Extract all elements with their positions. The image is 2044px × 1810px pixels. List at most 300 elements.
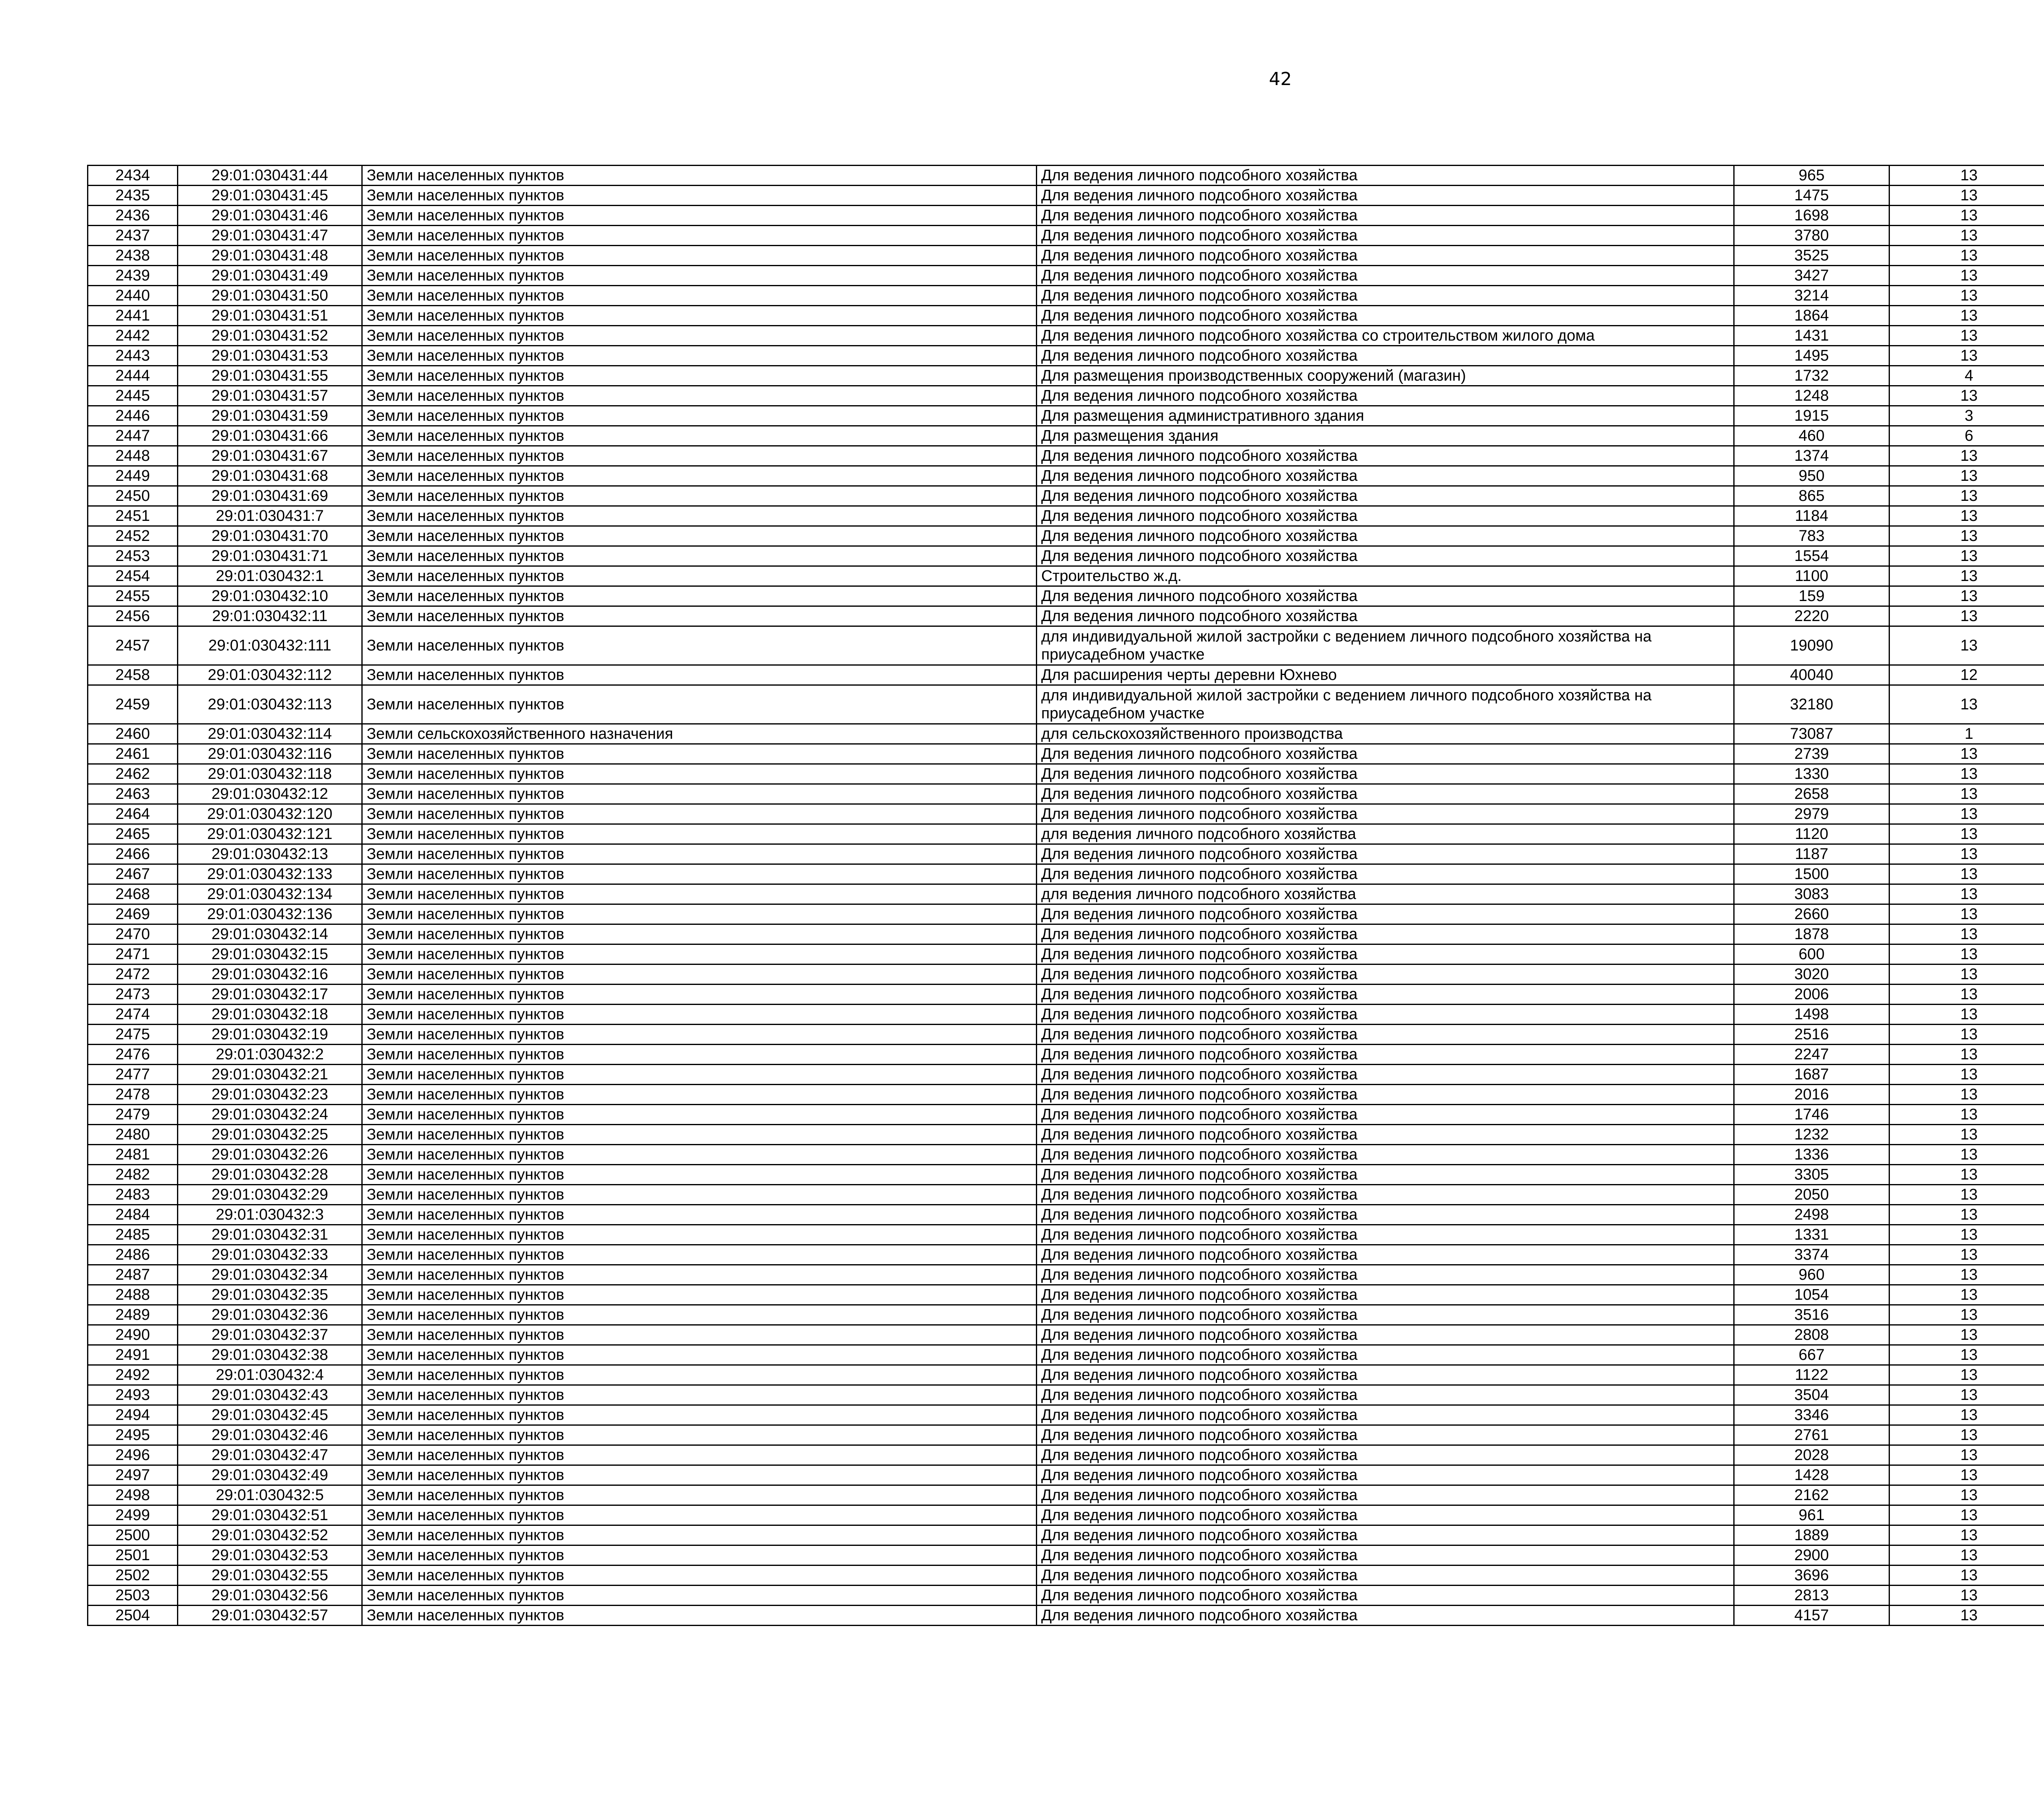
- row-number-cell: 2446: [88, 406, 178, 426]
- permitted-use-cell: Для ведения личного подсобного хозяйства: [1037, 1425, 1734, 1445]
- cadastral-number-cell: 29:01:030432:5: [178, 1485, 362, 1505]
- land-category-cell: Земли населенных пунктов: [362, 1205, 1037, 1225]
- permitted-use-cell: Для ведения личного подсобного хозяйства: [1037, 1185, 1734, 1205]
- cadastral-number-cell: 29:01:030432:45: [178, 1405, 362, 1425]
- area-cell: 3346: [1734, 1405, 1889, 1425]
- land-category-cell: Земли населенных пунктов: [362, 1545, 1037, 1566]
- group-number-cell: 13: [1889, 1345, 2044, 1365]
- area-cell: 1374: [1734, 446, 1889, 466]
- row-number-cell: 2499: [88, 1505, 178, 1525]
- cadastral-number-cell: 29:01:030432:112: [178, 665, 362, 685]
- cadastral-number-cell: 29:01:030432:37: [178, 1325, 362, 1345]
- registry-body: [88, 166, 2044, 1626]
- land-category-cell: Земли населенных пунктов: [362, 506, 1037, 526]
- land-category-cell: Земли населенных пунктов: [362, 744, 1037, 764]
- group-number-cell: 13: [1889, 266, 2044, 286]
- cadastral-number-cell: 29:01:030431:47: [178, 226, 362, 246]
- group-number-cell: 13: [1889, 526, 2044, 546]
- permitted-use-cell: Для ведения личного подсобного хозяйства: [1037, 226, 1734, 246]
- row-number-cell: 2466: [88, 844, 178, 864]
- table-row: [88, 1025, 2044, 1045]
- group-number-cell: 13: [1889, 246, 2044, 266]
- row-number-cell: 2500: [88, 1525, 178, 1545]
- group-number-cell: 13: [1889, 466, 2044, 486]
- area-cell: 3214: [1734, 286, 1889, 306]
- land-category-cell: Земли населенных пунктов: [362, 1225, 1037, 1245]
- row-number-cell: 2486: [88, 1245, 178, 1265]
- land-category-cell: Земли населенных пунктов: [362, 406, 1037, 426]
- row-number-cell: 2496: [88, 1445, 178, 1465]
- cadastral-number-cell: 29:01:030432:19: [178, 1025, 362, 1045]
- land-category-cell: Земли населенных пунктов: [362, 266, 1037, 286]
- row-number-cell: 2460: [88, 724, 178, 744]
- area-cell: 865: [1734, 486, 1889, 506]
- permitted-use-cell: Для ведения личного подсобного хозяйства: [1037, 1165, 1734, 1185]
- row-number-cell: 2447: [88, 426, 178, 446]
- table-row: [88, 326, 2044, 346]
- row-number-cell: 2467: [88, 864, 178, 884]
- table-row: [88, 1045, 2044, 1065]
- row-number-cell: 2458: [88, 665, 178, 685]
- cadastral-number-cell: 29:01:030431:67: [178, 446, 362, 466]
- area-cell: 1698: [1734, 206, 1889, 226]
- table-row: [88, 1606, 2044, 1626]
- table-row: [88, 1445, 2044, 1465]
- area-cell: 2220: [1734, 606, 1889, 626]
- row-number-cell: 2504: [88, 1606, 178, 1626]
- cadastral-number-cell: 29:01:030432:28: [178, 1165, 362, 1185]
- area-cell: 1889: [1734, 1525, 1889, 1545]
- group-number-cell: 13: [1889, 784, 2044, 804]
- land-category-cell: Земли населенных пунктов: [362, 566, 1037, 586]
- row-number-cell: 2480: [88, 1125, 178, 1145]
- group-number-cell: 13: [1889, 1545, 2044, 1566]
- cadastral-number-cell: 29:01:030431:70: [178, 526, 362, 546]
- area-cell: 965: [1734, 166, 1889, 186]
- area-cell: 2498: [1734, 1205, 1889, 1225]
- area-cell: 1915: [1734, 406, 1889, 426]
- table-row: [88, 824, 2044, 844]
- row-number-cell: 2461: [88, 744, 178, 764]
- land-category-cell: Земли населенных пунктов: [362, 306, 1037, 326]
- group-number-cell: 13: [1889, 1085, 2044, 1105]
- row-number-cell: 2488: [88, 1285, 178, 1305]
- area-cell: 950: [1734, 466, 1889, 486]
- row-number-cell: 2487: [88, 1265, 178, 1285]
- area-cell: 1054: [1734, 1285, 1889, 1305]
- cadastral-number-cell: 29:01:030432:113: [178, 685, 362, 724]
- permitted-use-cell: Для ведения личного подсобного хозяйства: [1037, 1005, 1734, 1025]
- permitted-use-cell: для ведения личного подсобного хозяйства: [1037, 884, 1734, 904]
- permitted-use-cell: для ведения личного подсобного хозяйства: [1037, 824, 1734, 844]
- row-number-cell: 2453: [88, 546, 178, 566]
- row-number-cell: 2455: [88, 586, 178, 606]
- land-category-cell: Земли населенных пунктов: [362, 1165, 1037, 1185]
- land-category-cell: Земли населенных пунктов: [362, 466, 1037, 486]
- group-number-cell: 13: [1889, 964, 2044, 985]
- group-number-cell: 3: [1889, 406, 2044, 426]
- permitted-use-cell: Для ведения личного подсобного хозяйства: [1037, 1125, 1734, 1145]
- cadastral-number-cell: 29:01:030431:71: [178, 546, 362, 566]
- table-row: [88, 1305, 2044, 1325]
- table-row: [88, 1005, 2044, 1025]
- row-number-cell: 2445: [88, 386, 178, 406]
- row-number-cell: 2452: [88, 526, 178, 546]
- group-number-cell: 13: [1889, 1205, 2044, 1225]
- table-row: [88, 586, 2044, 606]
- area-cell: 1878: [1734, 924, 1889, 944]
- table-row: [88, 724, 2044, 744]
- area-cell: 960: [1734, 1265, 1889, 1285]
- table-row: [88, 286, 2044, 306]
- cadastral-number-cell: 29:01:030431:45: [178, 186, 362, 206]
- area-cell: 1500: [1734, 864, 1889, 884]
- row-number-cell: 2454: [88, 566, 178, 586]
- cadastral-number-cell: 29:01:030432:16: [178, 964, 362, 985]
- cadastral-number-cell: 29:01:030432:2: [178, 1045, 362, 1065]
- land-category-cell: Земли населенных пунктов: [362, 1045, 1037, 1065]
- area-cell: 73087: [1734, 724, 1889, 744]
- land-registry-table: [87, 165, 2044, 1626]
- group-number-cell: 13: [1889, 546, 2044, 566]
- cadastral-number-cell: 29:01:030431:50: [178, 286, 362, 306]
- row-number-cell: 2457: [88, 626, 178, 665]
- land-category-cell: Земли населенных пунктов: [362, 1586, 1037, 1606]
- group-number-cell: 13: [1889, 1305, 2044, 1325]
- cadastral-number-cell: 29:01:030432:25: [178, 1125, 362, 1145]
- area-cell: 1687: [1734, 1065, 1889, 1085]
- row-number-cell: 2502: [88, 1566, 178, 1586]
- permitted-use-cell: Для ведения личного подсобного хозяйства: [1037, 1465, 1734, 1485]
- area-cell: 667: [1734, 1345, 1889, 1365]
- group-number-cell: 13: [1889, 1485, 2044, 1505]
- table-row: [88, 1065, 2044, 1085]
- cadastral-number-cell: 29:01:030431:46: [178, 206, 362, 226]
- cadastral-number-cell: 29:01:030431:7: [178, 506, 362, 526]
- cadastral-number-cell: 29:01:030432:36: [178, 1305, 362, 1325]
- cadastral-number-cell: 29:01:030432:3: [178, 1205, 362, 1225]
- table-row: [88, 665, 2044, 685]
- group-number-cell: 13: [1889, 346, 2044, 366]
- land-category-cell: Земли населенных пунктов: [362, 1465, 1037, 1485]
- land-category-cell: Земли населенных пунктов: [362, 924, 1037, 944]
- cadastral-number-cell: 29:01:030432:57: [178, 1606, 362, 1626]
- group-number-cell: 13: [1889, 1165, 2044, 1185]
- table-row: [88, 784, 2044, 804]
- row-number-cell: 2475: [88, 1025, 178, 1045]
- land-category-cell: Земли населенных пунктов: [362, 884, 1037, 904]
- row-number-cell: 2491: [88, 1345, 178, 1365]
- land-category-cell: Земли населенных пунктов: [362, 366, 1037, 386]
- cadastral-number-cell: 29:01:030431:68: [178, 466, 362, 486]
- area-cell: 1184: [1734, 506, 1889, 526]
- permitted-use-cell: Для ведения личного подсобного хозяйства: [1037, 1586, 1734, 1606]
- permitted-use-cell: Для ведения личного подсобного хозяйства: [1037, 306, 1734, 326]
- table-row: [88, 964, 2044, 985]
- table-row: [88, 246, 2044, 266]
- cadastral-number-cell: 29:01:030432:47: [178, 1445, 362, 1465]
- row-number-cell: 2476: [88, 1045, 178, 1065]
- group-number-cell: 13: [1889, 1285, 2044, 1305]
- area-cell: 2658: [1734, 784, 1889, 804]
- permitted-use-cell: Для ведения личного подсобного хозяйства: [1037, 1606, 1734, 1626]
- row-number-cell: 2438: [88, 246, 178, 266]
- area-cell: 2028: [1734, 1445, 1889, 1465]
- table-row: [88, 346, 2044, 366]
- table-row: [88, 1525, 2044, 1545]
- row-number-cell: 2463: [88, 784, 178, 804]
- cadastral-number-cell: 29:01:030432:1: [178, 566, 362, 586]
- land-category-cell: Земли населенных пунктов: [362, 1005, 1037, 1025]
- permitted-use-cell: для индивидуальной жилой застройки с ведением личного подсобного хозяйства на приусадебном участке: [1037, 626, 1734, 665]
- row-number-cell: 2468: [88, 884, 178, 904]
- cadastral-number-cell: 29:01:030432:13: [178, 844, 362, 864]
- land-category-cell: Земли населенных пунктов: [362, 1505, 1037, 1525]
- cadastral-number-cell: 29:01:030432:116: [178, 744, 362, 764]
- land-category-cell: Земли населенных пунктов: [362, 1285, 1037, 1305]
- cadastral-number-cell: 29:01:030432:29: [178, 1185, 362, 1205]
- table-row: [88, 606, 2044, 626]
- area-cell: 3374: [1734, 1245, 1889, 1265]
- group-number-cell: 13: [1889, 884, 2044, 904]
- cadastral-number-cell: 29:01:030431:69: [178, 486, 362, 506]
- area-cell: 1554: [1734, 546, 1889, 566]
- land-category-cell: Земли населенных пунктов: [362, 1325, 1037, 1345]
- permitted-use-cell: Для ведения личного подсобного хозяйства: [1037, 1065, 1734, 1085]
- permitted-use-cell: Для размещения здания: [1037, 426, 1734, 446]
- cadastral-number-cell: 29:01:030432:55: [178, 1566, 362, 1586]
- table-row: [88, 944, 2044, 964]
- table-row: [88, 366, 2044, 386]
- table-row: [88, 844, 2044, 864]
- row-number-cell: 2450: [88, 486, 178, 506]
- row-number-cell: 2462: [88, 764, 178, 784]
- area-cell: 2979: [1734, 804, 1889, 824]
- permitted-use-cell: Для ведения личного подсобного хозяйства: [1037, 1445, 1734, 1465]
- group-number-cell: 13: [1889, 1185, 2044, 1205]
- group-number-cell: 13: [1889, 1586, 2044, 1606]
- land-category-cell: Земли населенных пунктов: [362, 626, 1037, 665]
- permitted-use-cell: Для ведения личного подсобного хозяйства: [1037, 944, 1734, 964]
- group-number-cell: 13: [1889, 1125, 2044, 1145]
- permitted-use-cell: Для ведения личного подсобного хозяйства: [1037, 286, 1734, 306]
- cadastral-number-cell: 29:01:030432:51: [178, 1505, 362, 1525]
- land-category-cell: Земли населенных пунктов: [362, 446, 1037, 466]
- table-row: [88, 1205, 2044, 1225]
- table-row: [88, 1105, 2044, 1125]
- area-cell: 1864: [1734, 306, 1889, 326]
- cadastral-number-cell: 29:01:030431:49: [178, 266, 362, 286]
- land-category-cell: Земли населенных пунктов: [362, 804, 1037, 824]
- cadastral-number-cell: 29:01:030432:49: [178, 1465, 362, 1485]
- row-number-cell: 2498: [88, 1485, 178, 1505]
- land-category-cell: Земли населенных пунктов: [362, 1445, 1037, 1465]
- area-cell: 1120: [1734, 824, 1889, 844]
- table-row: [88, 526, 2044, 546]
- permitted-use-cell: Для ведения личного подсобного хозяйства: [1037, 744, 1734, 764]
- land-category-cell: Земли населенных пунктов: [362, 346, 1037, 366]
- permitted-use-cell: Для размещения производственных сооружений (магазин): [1037, 366, 1734, 386]
- group-number-cell: 13: [1889, 1606, 2044, 1626]
- area-cell: 460: [1734, 426, 1889, 446]
- permitted-use-cell: Для ведения личного подсобного хозяйства: [1037, 466, 1734, 486]
- land-category-cell: Земли населенных пунктов: [362, 426, 1037, 446]
- area-cell: 3427: [1734, 266, 1889, 286]
- table-row: [88, 1425, 2044, 1445]
- table-row: [88, 1405, 2044, 1425]
- page-number: 42: [1269, 69, 1292, 90]
- group-number-cell: 13: [1889, 1465, 2044, 1485]
- cadastral-number-cell: 29:01:030431:44: [178, 166, 362, 186]
- group-number-cell: 13: [1889, 1365, 2044, 1385]
- permitted-use-cell: Для ведения личного подсобного хозяйства: [1037, 526, 1734, 546]
- group-number-cell: 13: [1889, 924, 2044, 944]
- permitted-use-cell: Для ведения личного подсобного хозяйства: [1037, 764, 1734, 784]
- area-cell: 1732: [1734, 366, 1889, 386]
- land-category-cell: Земли населенных пунктов: [362, 1606, 1037, 1626]
- permitted-use-cell: Для размещения административного здания: [1037, 406, 1734, 426]
- area-cell: 1100: [1734, 566, 1889, 586]
- cadastral-number-cell: 29:01:030431:48: [178, 246, 362, 266]
- land-category-cell: Земли населенных пунктов: [362, 904, 1037, 924]
- group-number-cell: 13: [1889, 1245, 2044, 1265]
- area-cell: 1248: [1734, 386, 1889, 406]
- table-row: [88, 1185, 2044, 1205]
- land-category-cell: Земли населенных пунктов: [362, 326, 1037, 346]
- permitted-use-cell: Для ведения личного подсобного хозяйства: [1037, 1245, 1734, 1265]
- area-cell: 2813: [1734, 1586, 1889, 1606]
- area-cell: 3780: [1734, 226, 1889, 246]
- area-cell: 4157: [1734, 1606, 1889, 1626]
- table-row: [88, 446, 2044, 466]
- group-number-cell: 13: [1889, 864, 2044, 884]
- cadastral-number-cell: 29:01:030432:4: [178, 1365, 362, 1385]
- row-number-cell: 2471: [88, 944, 178, 964]
- land-category-cell: Земли населенных пунктов: [362, 486, 1037, 506]
- area-cell: 1498: [1734, 1005, 1889, 1025]
- area-cell: 1122: [1734, 1365, 1889, 1385]
- cadastral-number-cell: 29:01:030432:114: [178, 724, 362, 744]
- land-category-cell: Земли населенных пунктов: [362, 1125, 1037, 1145]
- land-category-cell: Земли населенных пунктов: [362, 1425, 1037, 1445]
- table-row: [88, 864, 2044, 884]
- area-cell: 600: [1734, 944, 1889, 964]
- land-category-cell: Земли населенных пунктов: [362, 985, 1037, 1005]
- permitted-use-cell: для сельскохозяйственного производства: [1037, 724, 1734, 744]
- land-category-cell: Земли населенных пунктов: [362, 226, 1037, 246]
- permitted-use-cell: Для ведения личного подсобного хозяйства: [1037, 1145, 1734, 1165]
- land-category-cell: Земли населенных пунктов: [362, 1185, 1037, 1205]
- group-number-cell: 13: [1889, 166, 2044, 186]
- table-row: [88, 1505, 2044, 1525]
- group-number-cell: 13: [1889, 764, 2044, 784]
- group-number-cell: 13: [1889, 844, 2044, 864]
- group-number-cell: 13: [1889, 1566, 2044, 1586]
- row-number-cell: 2482: [88, 1165, 178, 1185]
- land-category-cell: Земли населенных пунктов: [362, 665, 1037, 685]
- cadastral-number-cell: 29:01:030432:21: [178, 1065, 362, 1085]
- row-number-cell: 2477: [88, 1065, 178, 1085]
- table-row: [88, 1125, 2044, 1145]
- group-number-cell: 13: [1889, 1045, 2044, 1065]
- table-row: [88, 1385, 2044, 1405]
- row-number-cell: 2490: [88, 1325, 178, 1345]
- land-category-cell: Земли сельскохозяйственного назначения: [362, 724, 1037, 744]
- row-number-cell: 2449: [88, 466, 178, 486]
- permitted-use-cell: Для ведения личного подсобного хозяйства: [1037, 206, 1734, 226]
- group-number-cell: 13: [1889, 804, 2044, 824]
- cadastral-number-cell: 29:01:030432:15: [178, 944, 362, 964]
- area-cell: 2900: [1734, 1545, 1889, 1566]
- land-category-cell: Земли населенных пунктов: [362, 864, 1037, 884]
- permitted-use-cell: Для ведения личного подсобного хозяйства: [1037, 1265, 1734, 1285]
- land-category-cell: Земли населенных пунктов: [362, 206, 1037, 226]
- group-number-cell: 13: [1889, 586, 2044, 606]
- area-cell: 2050: [1734, 1185, 1889, 1205]
- permitted-use-cell: Для ведения личного подсобного хозяйства: [1037, 864, 1734, 884]
- row-number-cell: 2436: [88, 206, 178, 226]
- land-category-cell: Земли населенных пунктов: [362, 1085, 1037, 1105]
- group-number-cell: 13: [1889, 1425, 2044, 1445]
- row-number-cell: 2443: [88, 346, 178, 366]
- table-row: [88, 186, 2044, 206]
- area-cell: 2739: [1734, 744, 1889, 764]
- group-number-cell: 12: [1889, 665, 2044, 685]
- group-number-cell: 13: [1889, 1325, 2044, 1345]
- area-cell: 1331: [1734, 1225, 1889, 1245]
- cadastral-number-cell: 29:01:030432:133: [178, 864, 362, 884]
- area-cell: 1336: [1734, 1145, 1889, 1165]
- cadastral-number-cell: 29:01:030432:38: [178, 1345, 362, 1365]
- row-number-cell: 2481: [88, 1145, 178, 1165]
- table-row: [88, 1485, 2044, 1505]
- land-category-cell: Земли населенных пунктов: [362, 1305, 1037, 1325]
- group-number-cell: 13: [1889, 506, 2044, 526]
- permitted-use-cell: Для ведения личного подсобного хозяйства: [1037, 606, 1734, 626]
- table-row: [88, 904, 2044, 924]
- land-category-cell: Земли населенных пунктов: [362, 1065, 1037, 1085]
- group-number-cell: 13: [1889, 1025, 2044, 1045]
- land-category-cell: Земли населенных пунктов: [362, 1345, 1037, 1365]
- permitted-use-cell: Для ведения личного подсобного хозяйства: [1037, 1045, 1734, 1065]
- table-row: [88, 466, 2044, 486]
- row-number-cell: 2442: [88, 326, 178, 346]
- cadastral-number-cell: 29:01:030431:52: [178, 326, 362, 346]
- group-number-cell: 13: [1889, 1385, 2044, 1405]
- permitted-use-cell: Для ведения личного подсобного хозяйства: [1037, 784, 1734, 804]
- cadastral-number-cell: 29:01:030432:56: [178, 1586, 362, 1606]
- permitted-use-cell: Для ведения личного подсобного хозяйства: [1037, 985, 1734, 1005]
- area-cell: 2660: [1734, 904, 1889, 924]
- group-number-cell: 13: [1889, 386, 2044, 406]
- table-row: [88, 1265, 2044, 1285]
- cadastral-number-cell: 29:01:030431:59: [178, 406, 362, 426]
- land-category-cell: Земли населенных пунктов: [362, 824, 1037, 844]
- land-category-cell: Земли населенных пунктов: [362, 764, 1037, 784]
- area-cell: 2016: [1734, 1085, 1889, 1105]
- area-cell: 1187: [1734, 844, 1889, 864]
- permitted-use-cell: Для ведения личного подсобного хозяйства: [1037, 246, 1734, 266]
- area-cell: 3525: [1734, 246, 1889, 266]
- permitted-use-cell: Для ведения личного подсобного хозяйства: [1037, 446, 1734, 466]
- table-row: [88, 1165, 2044, 1185]
- row-number-cell: 2495: [88, 1425, 178, 1445]
- cadastral-number-cell: 29:01:030432:24: [178, 1105, 362, 1125]
- cadastral-number-cell: 29:01:030431:51: [178, 306, 362, 326]
- group-number-cell: 13: [1889, 1225, 2044, 1245]
- row-number-cell: 2485: [88, 1225, 178, 1245]
- row-number-cell: 2489: [88, 1305, 178, 1325]
